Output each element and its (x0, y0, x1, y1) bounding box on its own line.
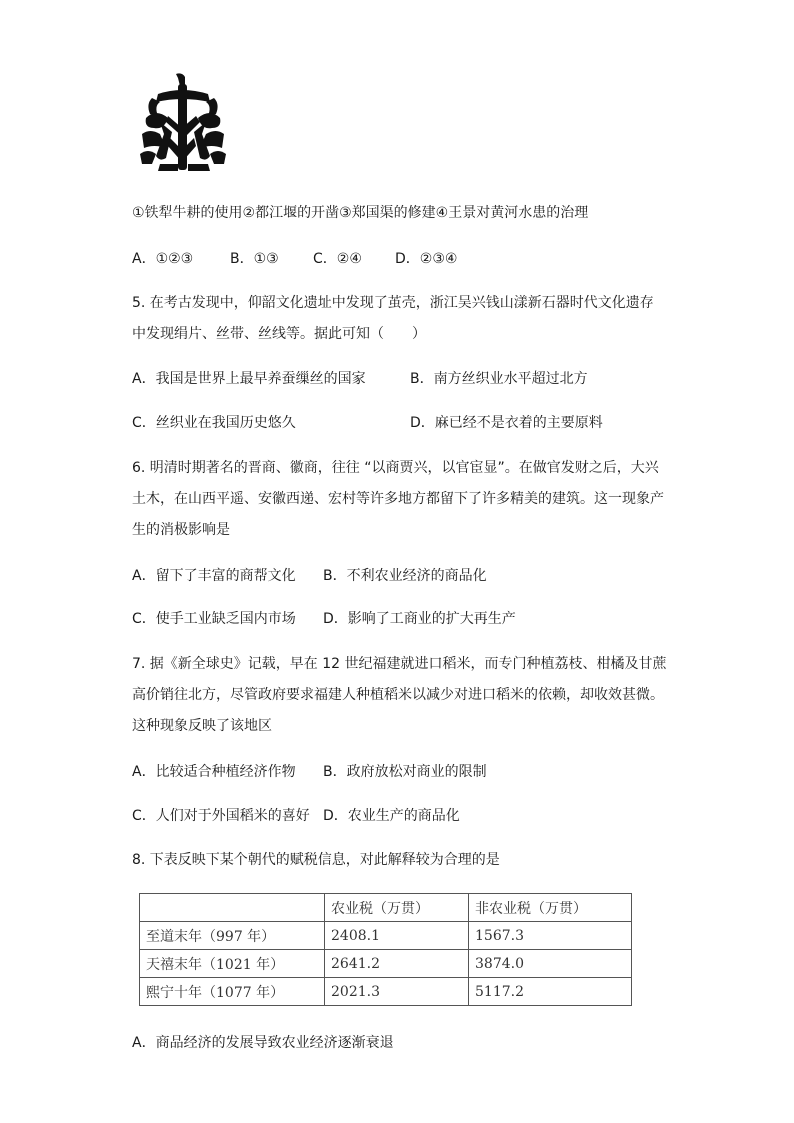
q7-option-b[interactable]: B．政府放松对商业的限制 (323, 764, 487, 780)
q4-option-d[interactable]: D．②③④ (395, 251, 458, 267)
q6-stem-line-1: 6. 明清时期著名的晋商、徽商，往往 “以商贾兴，以官宦显”。在做官发财之后，大兴 (132, 460, 659, 476)
q5-stem-line-1: 5. 在考古发现中，仰韶文化遗址中发现了茧壳，浙江吴兴钱山漾新石器时代文化遗存 (132, 295, 654, 311)
q6-option-d[interactable]: D．影响了工商业的扩大再生产 (323, 611, 516, 627)
mulberry-pictograph-image (138, 72, 228, 172)
table-cell: 5117.2 (469, 978, 632, 1006)
q4-option-c[interactable]: C．②④ (313, 251, 362, 267)
q6-stem-line-2: 土木，在山西平遥、安徽西递、宏村等许多地方都留下了许多精美的建筑。这一现象产 (132, 491, 664, 507)
table-cell: 至道末年（997 年） (140, 922, 325, 950)
q4-option-a[interactable]: A．①②③ (132, 251, 194, 267)
table-cell: 1567.3 (469, 922, 632, 950)
q4-option-b[interactable]: B．①③ (230, 251, 279, 267)
q5-option-c[interactable]: C．丝织业在我国历史悠久 (132, 415, 296, 431)
table-cell: 2021.3 (325, 978, 469, 1006)
table-cell: 熙宁十年（1077 年） (140, 978, 325, 1006)
table-cell: 天禧末年（1021 年） (140, 950, 325, 978)
q7-option-c[interactable]: C．人们对于外国稻米的喜好 (132, 808, 310, 824)
table-header-cell: 非农业税（万贯） (469, 894, 632, 922)
q6-stem-line-3: 生的消极影响是 (132, 522, 230, 538)
table-row (140, 922, 632, 950)
q5-option-a[interactable]: A．我国是世界上最早养蚕缫丝的国家 (132, 371, 366, 387)
q8-option-a[interactable]: A．商品经济的发展导致农业经济逐渐衰退 (132, 1035, 394, 1051)
table-header-row (140, 894, 632, 922)
q6-option-b[interactable]: B．不利农业经济的商品化 (323, 568, 487, 584)
q6-option-a[interactable]: A．留下了丰富的商帮文化 (132, 568, 296, 584)
q8-stem: 8. 下表反映下某个朝代的赋税信息，对此解释较为合理的是 (132, 852, 500, 868)
q5-stem-line-2: 中发现绢片、丝带、丝线等。据此可知（ ） (132, 326, 426, 342)
q5-option-d[interactable]: D．麻已经不是衣着的主要原料 (410, 415, 603, 431)
table-cell: 2641.2 (325, 950, 469, 978)
table-row (140, 950, 632, 978)
q5-option-b[interactable]: B．南方丝织业水平超过北方 (410, 371, 588, 387)
table-header-cell: 农业税（万贯） (325, 894, 469, 922)
q7-stem-line-1: 7. 据《新全球史》记载，早在 12 世纪福建就进口稻米，而专门种植荔枝、柑橘及甘蔗 (132, 656, 667, 672)
table-header-cell (140, 894, 325, 922)
q6-option-c[interactable]: C．使手工业缺乏国内市场 (132, 611, 296, 627)
tax-table (139, 893, 632, 1006)
table-cell: 3874.0 (469, 950, 632, 978)
q4-statement-options: ①铁犁牛耕的使用②都江堰的开凿③郑国渠的修建④王景对黄河水患的治理 (132, 205, 589, 221)
table-cell: 2408.1 (325, 922, 469, 950)
q7-option-a[interactable]: A．比较适合种植经济作物 (132, 764, 296, 780)
q7-stem-line-3: 这种现象反映了该地区 (132, 718, 272, 734)
q7-stem-line-2: 高价销往北方，尽管政府要求福建人种植稻米以减少对进口稻米的依赖，却收效甚微。 (132, 687, 664, 703)
table-row (140, 978, 632, 1006)
q7-option-d[interactable]: D．农业生产的商品化 (323, 808, 460, 824)
